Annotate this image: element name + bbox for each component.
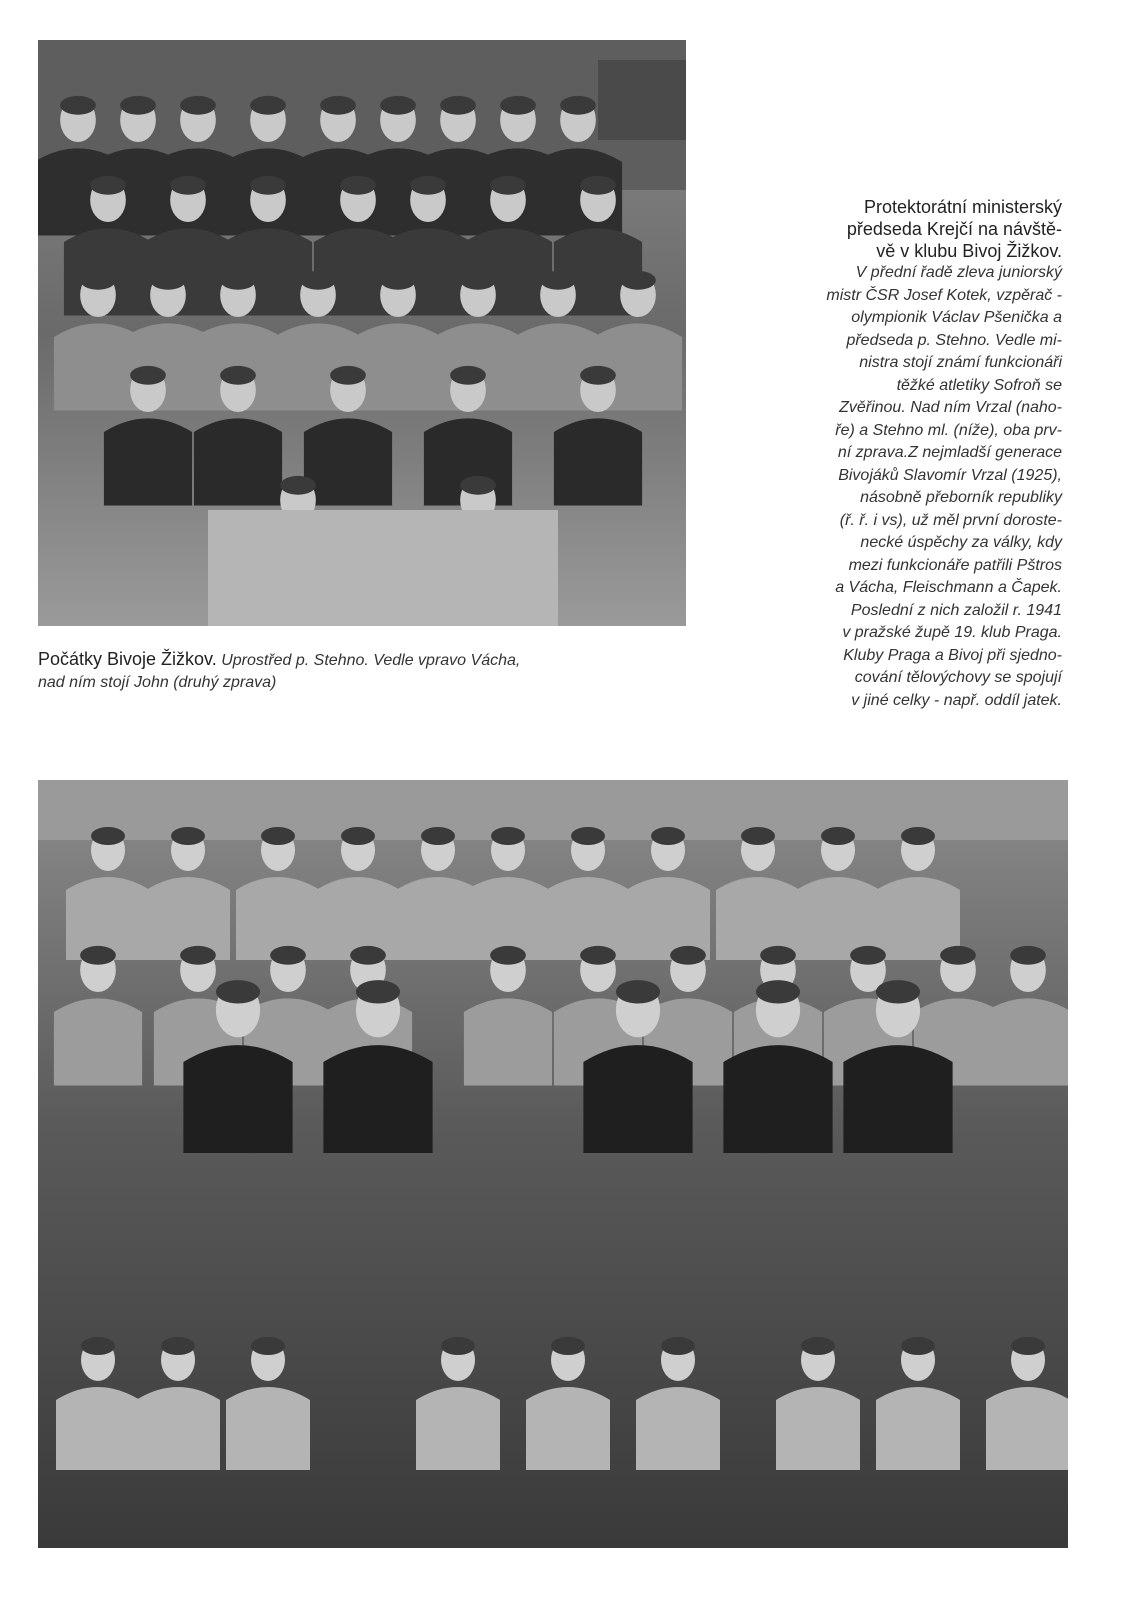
caption-title-line: předseda Krejčí na návště- <box>846 219 1062 239</box>
caption-club-beginnings <box>38 648 688 694</box>
caption-body-line: V přední řadě zleva juniorský <box>855 264 1062 281</box>
caption-body-line: Kluby Praga a Bivoj při sjedno- <box>843 646 1062 664</box>
caption-body-line: a Vácha, Fleischmann a Čapek. <box>835 579 1062 596</box>
caption-body-line: olympionik Václav Pšenička a <box>851 309 1062 326</box>
caption-club-beginnings-lead: Počátky Bivoje Žižkov. <box>38 649 217 669</box>
caption-body-line: Zvěřinou. Nad ním Vrzal (naho- <box>839 399 1062 416</box>
caption-body-line: v pražské župě 19. klub Praga. <box>842 624 1062 641</box>
caption-body-line: Poslední z nich založil r. 1941 <box>850 601 1062 619</box>
caption-title-line: Protektorátní ministerský <box>863 197 1062 217</box>
photo-minister-visit-image <box>38 780 1068 1548</box>
caption-body-line: (ř. ř. i vs), už měl první doroste- <box>839 511 1062 529</box>
caption-body-line: mistr ČSR Josef Kotek, vzpěrač - <box>826 286 1062 304</box>
photo-club-beginnings-image <box>38 40 686 626</box>
caption-body-line: v jiné celky - např. oddíl jatek. <box>851 691 1062 709</box>
caption-body-line: ře) a Stehno ml. (níže), oba prv- <box>835 421 1062 439</box>
caption-body-line: ní zprava.Z nejmladší generace <box>837 444 1062 461</box>
caption-body-line: těžké atletiky Sofroň se <box>896 376 1062 394</box>
caption-body-line: násobně přeborník republiky <box>860 489 1062 506</box>
caption-body-line: Bivojáků Slavomír Vrzal (1925), <box>838 466 1062 484</box>
caption-body-line: předseda p. Stehno. Vedle mi- <box>846 331 1062 349</box>
photo-minister-visit <box>38 780 1068 1548</box>
caption-body-line: mezi funkcionáře patřili Pštros <box>848 556 1062 574</box>
photo-club-beginnings <box>38 40 686 626</box>
caption-minister-visit-title <box>712 196 1062 262</box>
caption-body-line: necké úspěchy za války, kdy <box>860 534 1062 551</box>
caption-minister-visit-body <box>712 262 1062 712</box>
caption-body-line: cování tělovýchovy se spojují <box>854 669 1062 686</box>
caption-body-line: nistra stojí známí funkcionáři <box>859 354 1062 371</box>
caption-club-beginnings-body-2: nad ním stojí John (druhý zprava) <box>38 674 277 691</box>
caption-club-beginnings-body-1: Uprostřed p. Stehno. Vedle vpravo Vácha, <box>221 652 521 669</box>
caption-title-line: vě v klubu Bivoj Žižkov. <box>876 241 1062 261</box>
caption-minister-visit <box>712 196 1062 712</box>
